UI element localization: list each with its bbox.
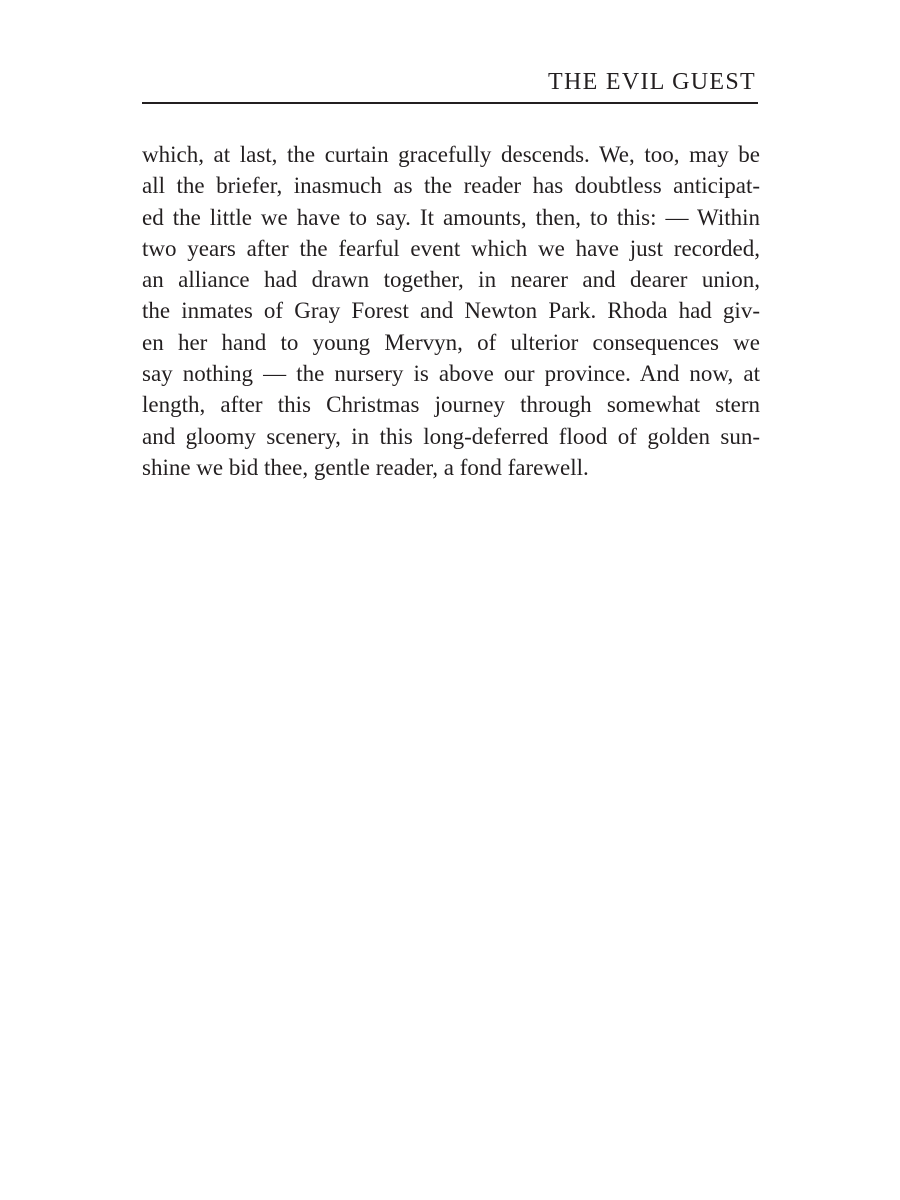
text-line: length, after this Christmas journey through somewhat stern bbox=[142, 392, 760, 418]
text-line: which, at last, the curtain gracefully descends. We, too, may be bbox=[142, 142, 760, 167]
text-line: and gloomy scenery, in this long-deferred flood of golden sun- bbox=[142, 423, 760, 449]
text-line: ed the little we have to say. It amounts, then, to this: — Within bbox=[142, 204, 760, 230]
text-line: shine we bid thee, gentle reader, a fond farewell. bbox=[142, 454, 589, 480]
body-paragraph bbox=[142, 139, 760, 483]
text-line: two years after the fearful event which we have just recorded, bbox=[142, 235, 760, 261]
text-line: the inmates of Gray Forest and Newton Park. Rhoda had giv- bbox=[142, 298, 760, 324]
text-line: en her hand to young Mervyn, of ulterior consequences we bbox=[142, 329, 760, 355]
text-line: say nothing — the nursery is above our province. And now, at bbox=[142, 361, 760, 387]
running-head: THE EVIL GUEST bbox=[548, 69, 756, 95]
text-line: an alliance had drawn together, in nearer and dearer union, bbox=[142, 267, 760, 293]
page-header bbox=[142, 66, 758, 104]
text-line: all the briefer, inasmuch as the reader has doubtless anticipat- bbox=[142, 173, 760, 199]
